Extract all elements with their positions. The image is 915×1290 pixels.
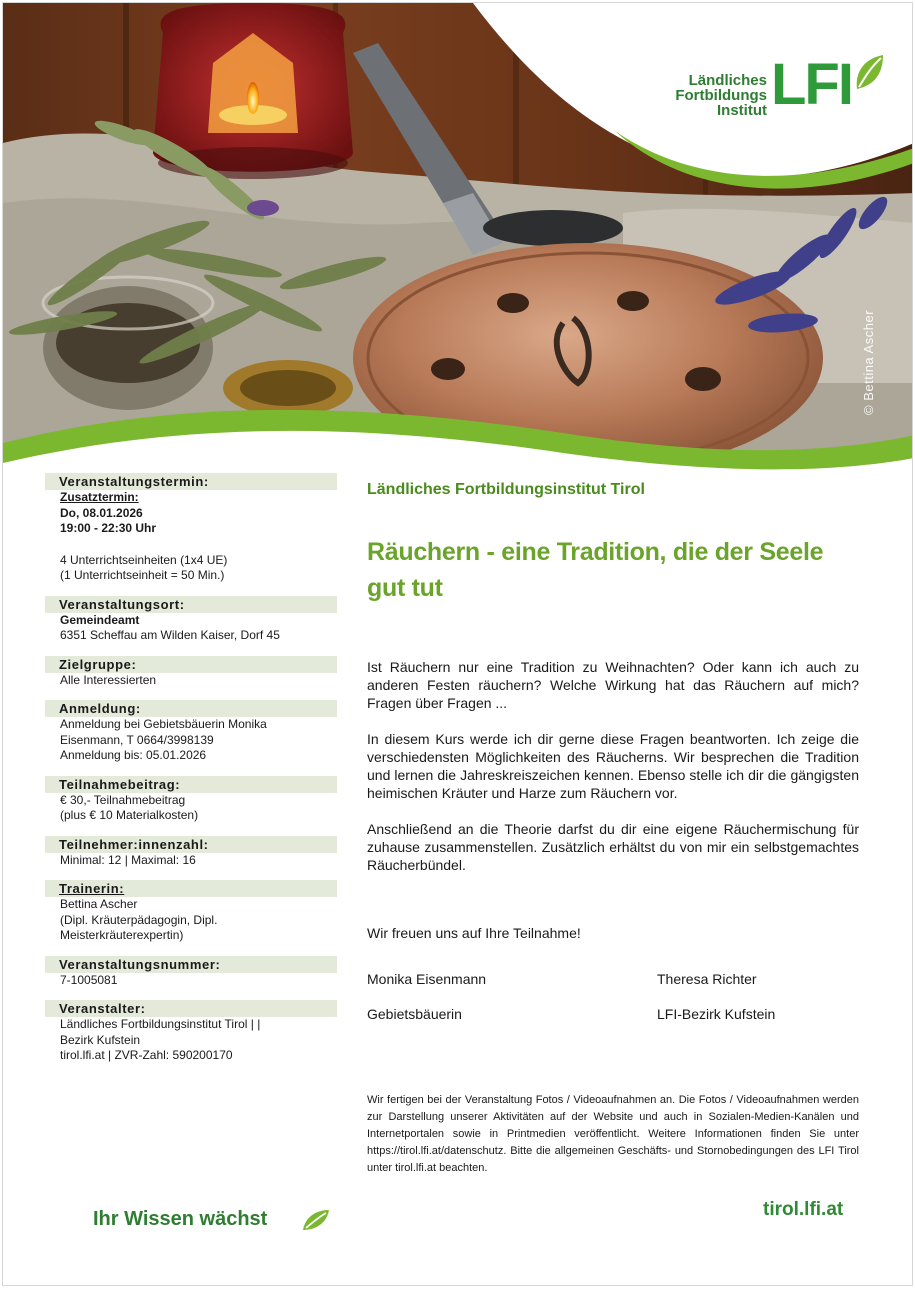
fee: € 30,- Teilnahmebeitrag — [60, 792, 186, 807]
main-column — [367, 473, 859, 1051]
title-line-1: Räuchern - eine Tradition, die der Seele — [367, 538, 824, 566]
logo-line-1: Ländliches — [688, 72, 767, 89]
info-column — [45, 473, 337, 1076]
extra-date-label: Zusatztermin: — [60, 490, 139, 504]
section-heading: Teilnahmebeitrag: — [45, 776, 337, 793]
section-ort — [45, 596, 337, 644]
section-teilnehmer — [45, 836, 337, 869]
signatures — [367, 971, 859, 1051]
signer-1-role: Gebietsbäuerin — [367, 1006, 462, 1022]
practice-paragraph: Anschließend an die Theorie darfst du dir eine eigene Räuchermischung für zuhause zusammenstellen. Zusätzlich erhältst du von mir ein selbstgemachtes Räucherbündel. — [367, 821, 859, 873]
greeting: Wir freuen uns auf Ihre Teilnahme! — [367, 925, 581, 941]
organizer-line: Bezirk Kufstein — [60, 1032, 141, 1047]
section-heading: Veranstaltungsort: — [45, 596, 337, 613]
hero-photo — [3, 3, 913, 473]
signer-2-name: Theresa Richter — [657, 971, 757, 987]
logo-line-2: Fortbildungs — [675, 87, 767, 104]
section-zielgruppe — [45, 656, 337, 689]
trainer-qualification: Meisterkräuterexpertin) — [60, 928, 184, 942]
page-title — [367, 534, 859, 606]
section-heading: Veranstaltungstermin: — [45, 473, 337, 490]
intro-paragraph: Ist Räuchern nur eine Tradition zu Weihnachten? Oder kann ich auch zu anderen Festen räuchern? Welche Wirkung hat das Räuchern auf mich? Fragen über Fragen ... — [367, 659, 859, 711]
logo-wordmark — [663, 73, 767, 118]
section-heading: Zielgruppe: — [45, 656, 337, 673]
logo-line-3: Institut — [717, 102, 767, 119]
unit-definition: (1 Unterrichtseinheit = 50 Min.) — [60, 568, 225, 582]
website-link[interactable]: tirol.lfi.at — [763, 1199, 844, 1220]
trainer-name: Bettina Ascher — [60, 897, 138, 911]
venue-name: Gemeindeamt — [60, 612, 140, 627]
trainer-qualification: (Dipl. Kräuterpädagogin, Dipl. — [60, 912, 218, 927]
event-time: 19:00 - 22:30 Uhr — [60, 521, 157, 535]
organization-name: Ländliches Fortbildungsinstitut Tirol — [367, 481, 645, 498]
section-heading: Trainerin: — [45, 880, 337, 897]
organizer-line: Ländliches Fortbildungsinstitut Tirol | | — [60, 1017, 261, 1031]
title-line-2: gut tut — [367, 574, 443, 602]
section-heading: Veranstaltungsnummer: — [45, 956, 337, 973]
section-heading: Teilnehmer:innenzahl: — [45, 836, 337, 853]
signer-2-role: LFI-Bezirk Kufstein — [657, 1006, 776, 1022]
registration-line: Eisenmann, T 0664/3998139 — [60, 732, 214, 747]
section-termin — [45, 473, 337, 584]
registration-deadline: Anmeldung bis: 05.01.2026 — [60, 748, 207, 762]
photo-credit: © Bettina Ascher — [861, 309, 876, 415]
logo-mark: LFI — [771, 52, 852, 117]
section-anmeldung — [45, 700, 337, 764]
section-nummer — [45, 956, 337, 989]
leaf-icon — [853, 53, 887, 93]
registration-line: Anmeldung bei Gebietsbäuerin Monika — [60, 717, 267, 731]
slogan: Ihr Wissen wächst — [93, 1208, 268, 1230]
section-heading: Anmeldung: — [45, 700, 337, 717]
material-costs: (plus € 10 Materialkosten) — [60, 808, 199, 822]
event-date: Do, 08.01.2026 — [60, 505, 143, 520]
description-paragraph: In diesem Kurs werde ich dir gerne diese Fragen beantworten. Ich zeige die verschiedensten Möglichkeiten des Räucherns. Wir besprechen die Tradition und lernen die Jahreskreiszeichen kennen. Ebenso stelle ich dir die gängigsten heimischen Kräuter und Harze zum Räuchern vor. — [367, 731, 859, 801]
leaf-icon — [301, 1208, 331, 1232]
participant-count: Minimal: 12 | Maximal: 16 — [60, 852, 196, 867]
organizer-line: tirol.lfi.at | ZVR-Zahl: 590200170 — [60, 1048, 233, 1062]
venue-address: 6351 Scheffau am Wilden Kaiser, Dorf 45 — [60, 628, 280, 642]
section-veranstalter — [45, 1000, 337, 1064]
section-trainerin — [45, 880, 337, 944]
flyer-page — [2, 2, 913, 1286]
photo-disclaimer: Wir fertigen bei der Veranstaltung Fotos / Videoaufnahmen an. Die Fotos / Videoaufnahmen werden zur Darstellung unserer Aktivitäten auf der Website und auch in Sozialen-Medien-Kanälen und Internetportalen sowie in Printmedien veröffentlicht. Weitere Informationen finden Sie unter https://tirol.lfi.at/datenschutz. Bitte die allgemeinen Geschäfts- und Stornobedingungen des LFI Tirol unter tirol.lfi.at beachten. — [367, 1094, 859, 1174]
signer-1-name: Monika Eisenmann — [367, 971, 487, 987]
lfi-logo — [663, 51, 893, 121]
section-beitrag — [45, 776, 337, 824]
target-group: Alle Interessierten — [60, 672, 157, 687]
event-number: 7-1005081 — [60, 972, 118, 987]
section-heading: Veranstalter: — [45, 1000, 337, 1017]
event-units: 4 Unterrichtseinheiten (1x4 UE) — [60, 552, 228, 567]
